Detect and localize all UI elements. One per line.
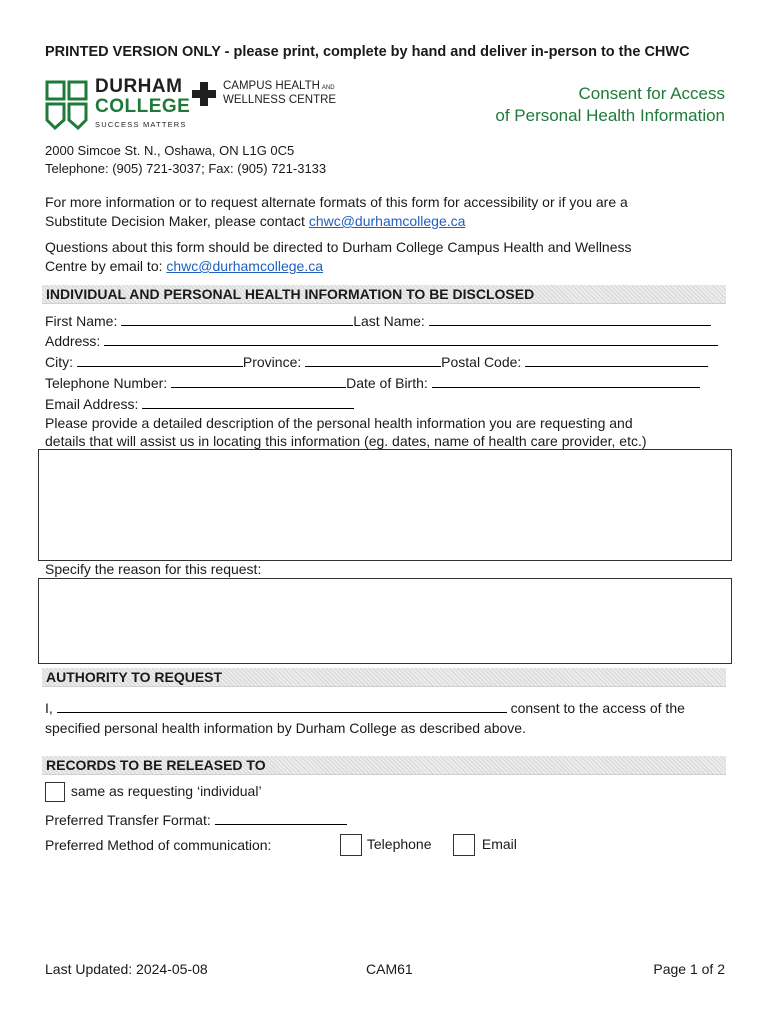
description-instructions: Please provide a detailed description of the personal health information you are requesting and details that will assist us in locating this information (eg. dates, name of health care provider, etc.) <box>45 415 647 449</box>
form-title-line2: of Personal Health Information <box>495 106 725 125</box>
communication-method-row: Preferred Method of communication: <box>45 837 272 853</box>
logo-campus-health-line2: WELLNESS CENTRE <box>223 94 337 106</box>
transfer-format-row: Preferred Transfer Format: <box>45 810 347 829</box>
last-name-field[interactable] <box>429 311 711 326</box>
phone-fax-line: Telephone: (905) 721-3037; Fax: (905) 721-3133 <box>45 161 327 176</box>
first-name-field[interactable] <box>121 311 353 326</box>
consent-line-2: specified personal health information by Durham College as described above. <box>45 720 526 736</box>
durham-college-logo <box>45 78 335 132</box>
form-code: CAM61 <box>366 961 413 977</box>
email-option: Email <box>453 834 517 856</box>
phone-dob-row: Telephone Number: Date of Birth: <box>45 373 700 392</box>
section-heading-individual: INDIVIDUAL AND PERSONAL HEALTH INFORMATION TO BE DISCLOSED <box>42 285 726 304</box>
email-address-field[interactable] <box>142 394 354 409</box>
chwc-email-link-1[interactable]: chwc@durhamcollege.ca <box>308 213 466 229</box>
logo-durham-text: DURHAM <box>95 76 183 97</box>
city-field[interactable] <box>77 352 243 367</box>
city-row: City: Province: Postal Code: <box>45 352 708 371</box>
address-field[interactable] <box>104 331 718 346</box>
logo-tagline: SUCCESS MATTERS <box>95 120 187 129</box>
telephone-option: Telephone <box>340 834 432 856</box>
last-updated: Last Updated: 2024-05-08 <box>45 961 208 977</box>
telephone-field[interactable] <box>171 373 346 388</box>
logo-college-text: COLLEGE <box>95 96 191 117</box>
form-title <box>495 83 725 127</box>
reason-label: Specify the reason for this request: <box>45 561 262 577</box>
info-paragraph-2: Questions about this form should be directed to Durham College Campus Health and Wellness Centre by email to: chwc@durhamcollege.ca <box>45 239 632 274</box>
province-field[interactable] <box>305 352 441 367</box>
email-checkbox[interactable] <box>453 834 475 856</box>
consent-row: I, consent to the access of the <box>45 700 685 716</box>
info-paragraph-1: For more information or to request alternate formats of this form for accessibility or if you are a Substitute Decision Maker, please contact chwc@durhamcollege.ca <box>45 194 628 229</box>
reason-textbox[interactable] <box>38 578 732 664</box>
description-textbox[interactable] <box>38 449 732 561</box>
logo-campus-health-line1: CAMPUS HEALTH AND <box>223 80 335 92</box>
date-of-birth-field[interactable] <box>432 373 700 388</box>
postal-code-field[interactable] <box>525 352 708 367</box>
consent-name-field[interactable] <box>57 698 507 713</box>
print-notice: PRINTED VERSION ONLY - please print, complete by hand and deliver in-person to the CHWC <box>45 44 690 60</box>
telephone-checkbox[interactable] <box>340 834 362 856</box>
transfer-format-field[interactable] <box>215 810 347 825</box>
section-heading-authority: AUTHORITY TO REQUEST <box>42 668 726 687</box>
same-as-individual-checkbox[interactable] <box>45 782 65 802</box>
form-title-line1: Consent for Access <box>578 84 725 103</box>
email-row: Email Address: <box>45 394 354 413</box>
name-row: First Name: Last Name: <box>45 311 711 330</box>
health-cross-icon <box>192 82 216 106</box>
same-as-row: same as requesting ‘individual’ <box>45 782 262 802</box>
address-line: 2000 Simcoe St. N., Oshawa, ON L1G 0C5 <box>45 143 295 158</box>
section-heading-records: RECORDS TO BE RELEASED TO <box>42 756 726 775</box>
page-number: Page 1 of 2 <box>653 961 725 977</box>
chwc-email-link-2[interactable]: chwc@durhamcollege.ca <box>166 258 324 274</box>
durham-shield-icon <box>45 80 89 132</box>
address-row: Address: <box>45 331 718 350</box>
